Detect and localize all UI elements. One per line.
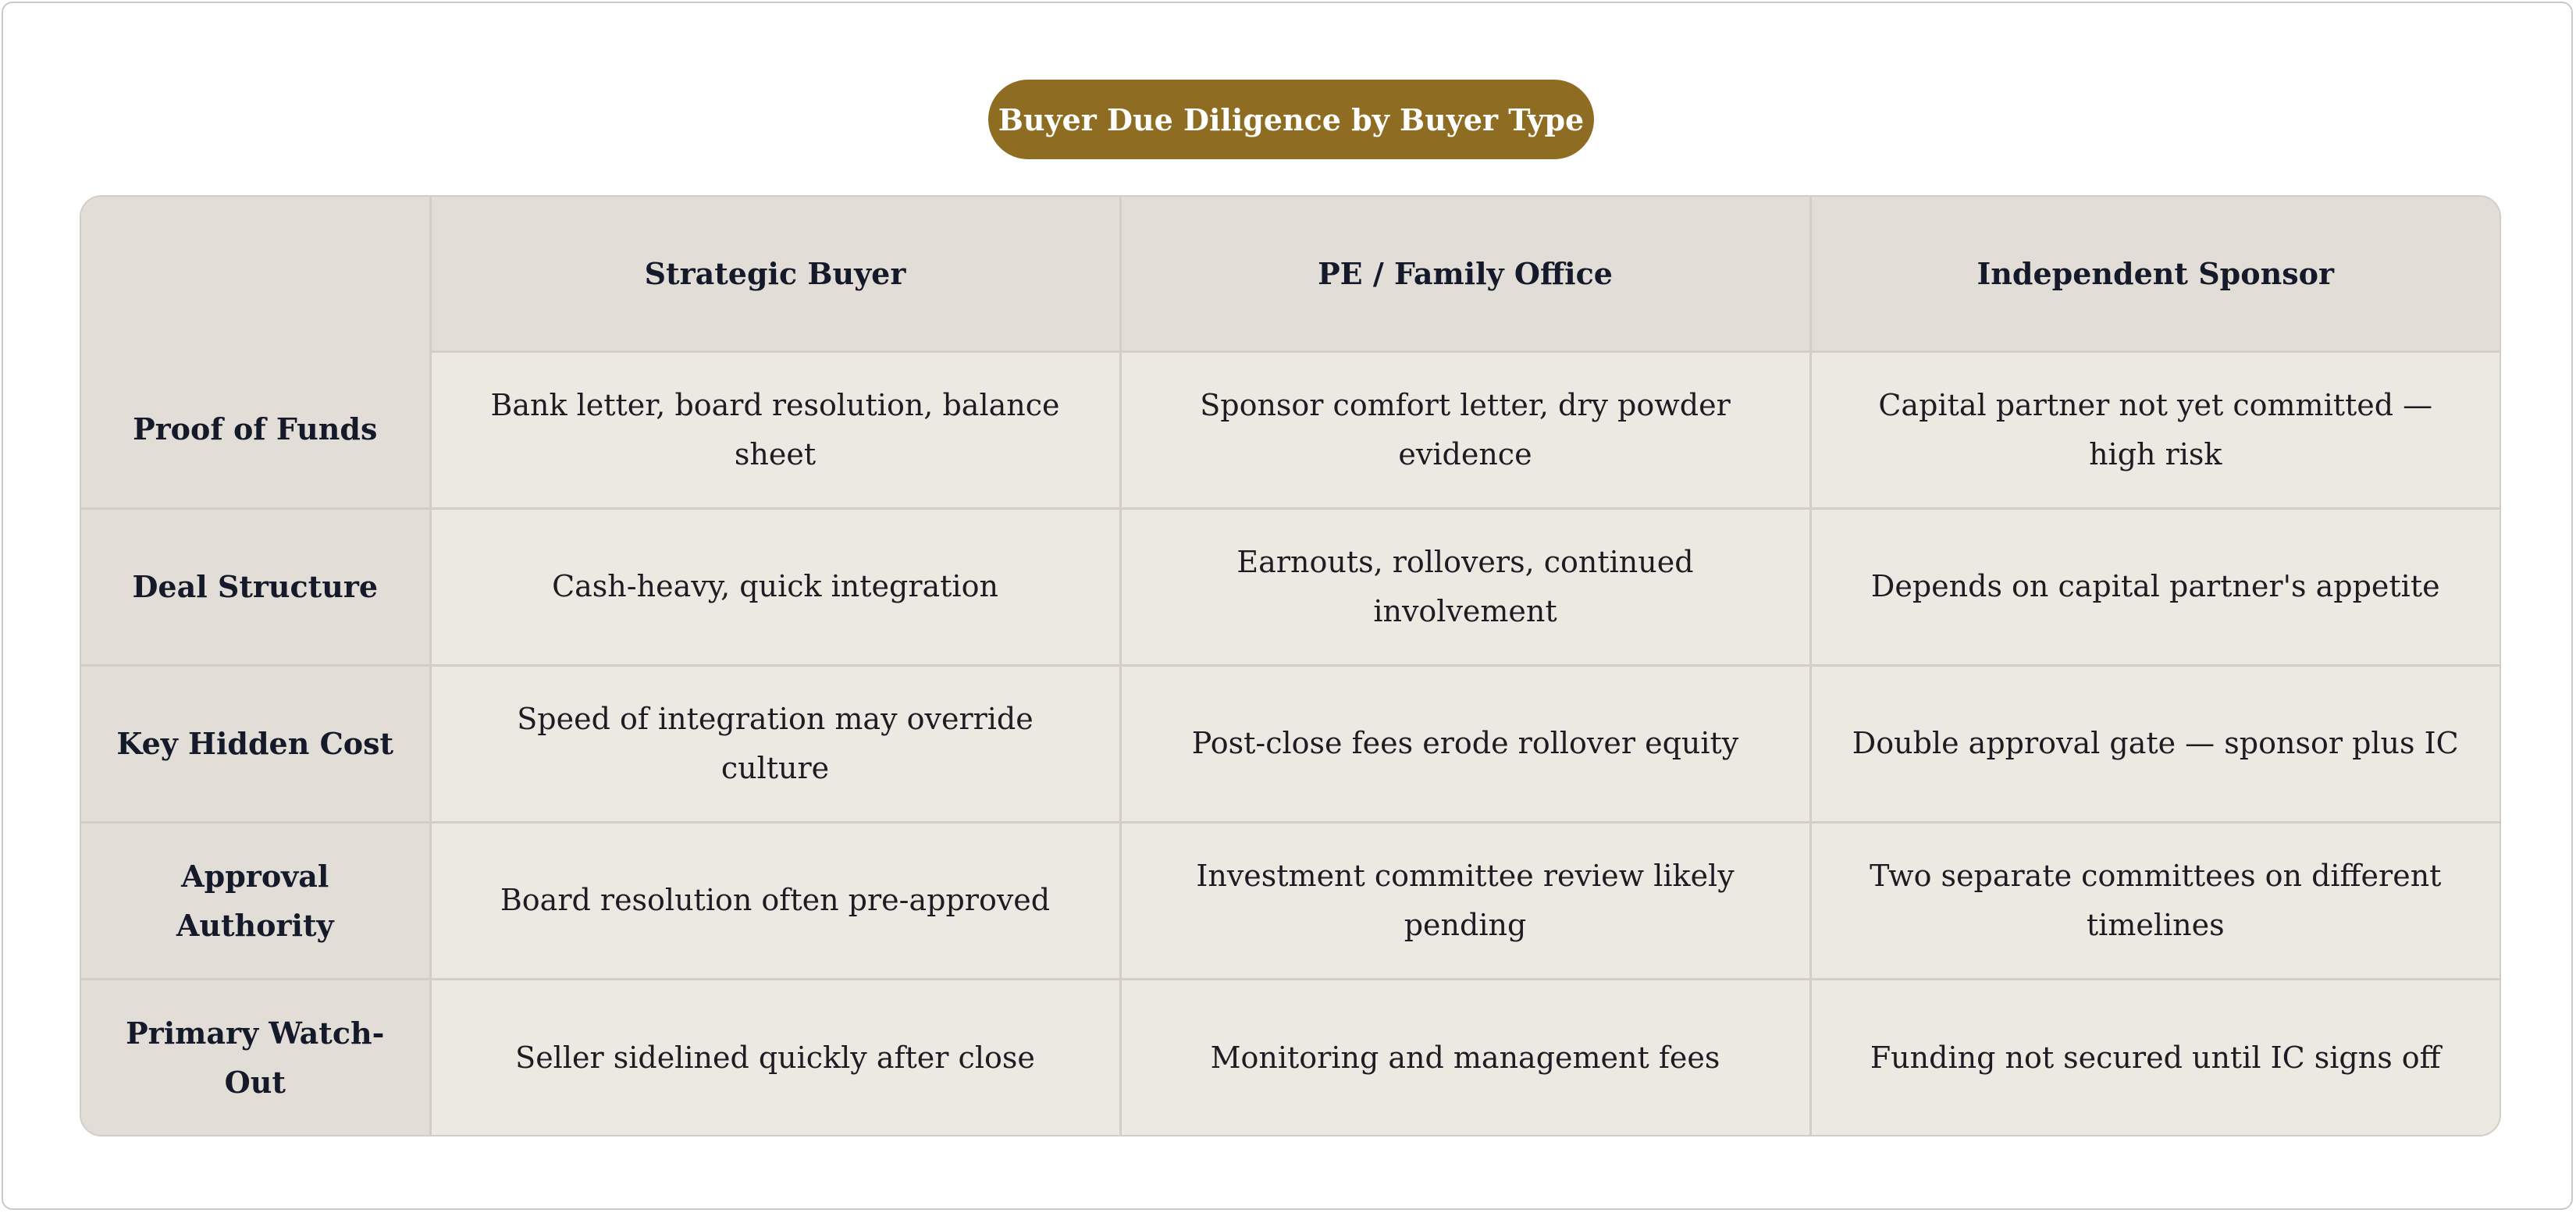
table-cell: Post-close fees erode rollover equity <box>1120 665 1810 822</box>
table-cell: Depends on capital partner's appetite <box>1810 508 2500 665</box>
table-row <box>81 508 2500 665</box>
table-cell: Sponsor comfort letter, dry powder evidence <box>1120 351 1810 508</box>
table-cell: Monitoring and management fees <box>1120 979 1810 1136</box>
table-row <box>81 822 2500 979</box>
page-frame <box>2 2 2573 1210</box>
row-label-proof-of-funds: Proof of Funds <box>81 351 430 508</box>
column-header-independent-sponsor: Independent Sponsor <box>1810 197 2500 351</box>
row-label-key-hidden-cost: Key Hidden Cost <box>81 665 430 822</box>
table-cell: Speed of integration may override culture <box>430 665 1120 822</box>
comparison-table <box>80 195 2501 1137</box>
row-label-deal-structure: Deal Structure <box>81 508 430 665</box>
table-cell: Investment committee review likely pending <box>1120 822 1810 979</box>
table-cell: Double approval gate — sponsor plus IC <box>1810 665 2500 822</box>
table-cell: Bank letter, board resolution, balance sheet <box>430 351 1120 508</box>
table-cell: Capital partner not yet committed — high risk <box>1810 351 2500 508</box>
table-row <box>81 351 2500 508</box>
table-cell: Funding not secured until IC signs off <box>1810 979 2500 1136</box>
table-cell: Cash-heavy, quick integration <box>430 508 1120 665</box>
row-label-approval-authority: Approval Authority <box>81 822 430 979</box>
table-row <box>81 665 2500 822</box>
table-row <box>81 979 2500 1136</box>
table-cell: Board resolution often pre-approved <box>430 822 1120 979</box>
header-corner-cell <box>81 197 430 351</box>
table-header-row <box>81 197 2500 351</box>
table-cell: Earnouts, rollovers, continued involvement <box>1120 508 1810 665</box>
column-header-strategic-buyer: Strategic Buyer <box>430 197 1120 351</box>
table-cell: Seller sidelined quickly after close <box>430 979 1120 1136</box>
column-header-pe-family-office: PE / Family Office <box>1120 197 1810 351</box>
table-cell: Two separate committees on different timelines <box>1810 822 2500 979</box>
row-label-primary-watch-out: Primary Watch-Out <box>81 979 430 1136</box>
page-title: Buyer Due Diligence by Buyer Type <box>988 80 1594 159</box>
